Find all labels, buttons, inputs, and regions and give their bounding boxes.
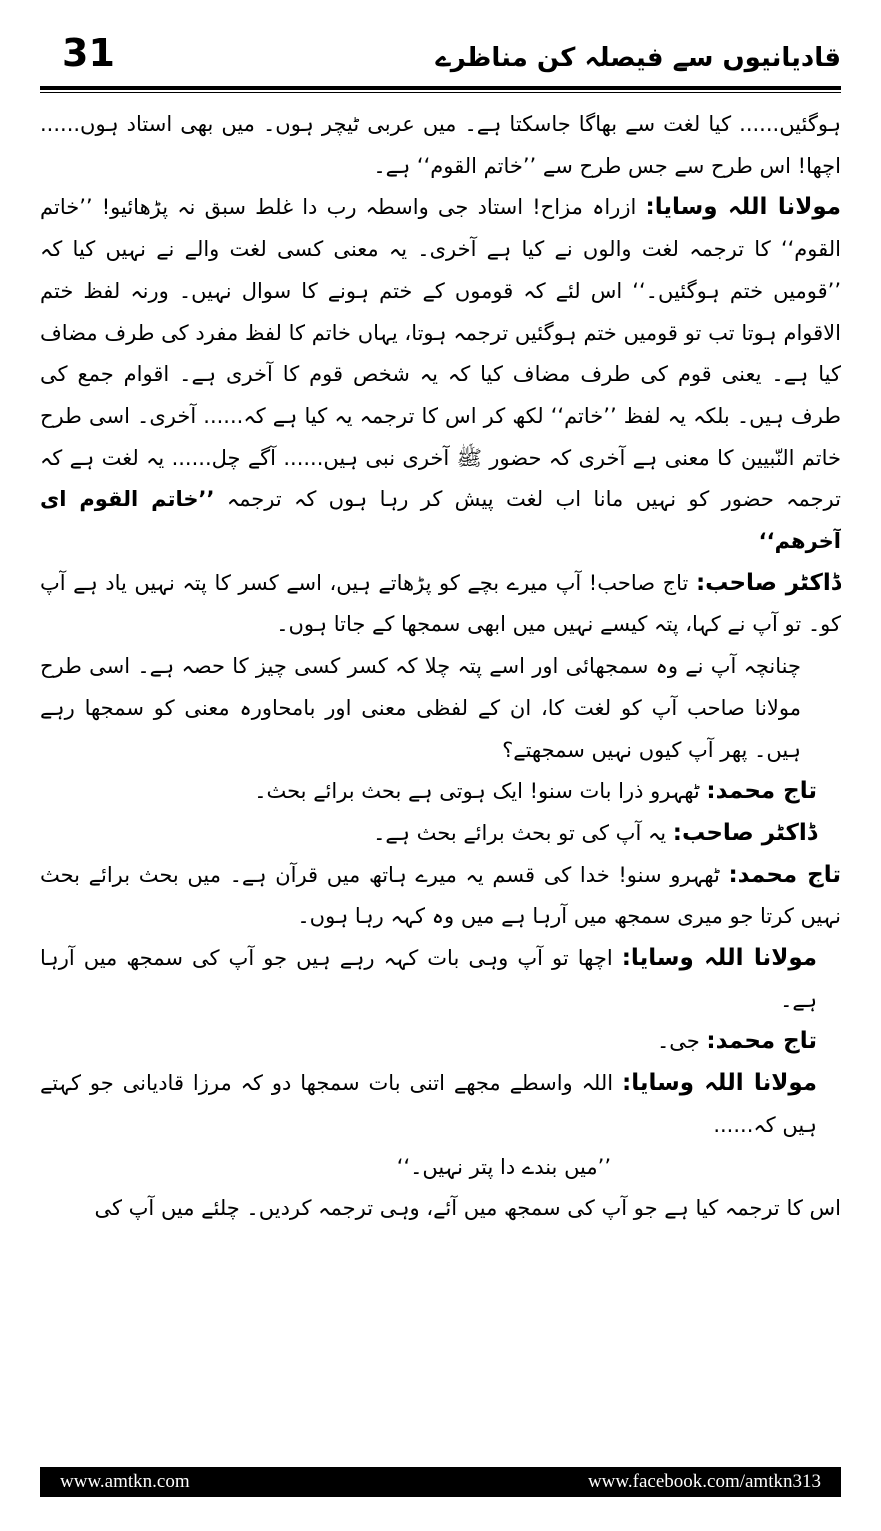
dialogue-text: ازراہ مزاح! استاد جی واسطہ رب دا غلط سبق نہ پڑھائیو! ’’خاتم القوم‘‘ کا ترجمہ لغت والوں نے کیا ہے آخری۔ یہ معنی کسی لغت والے نے نہیں کیا کہ ’’قومیں ختم ہوگئیں۔‘‘ اس لئے کہ قوموں کے ختم ہونے کا سوال نہیں۔ ورنہ لفظ ختم الاقوام ہوتا تب تو قومیں ختم ہوگئیں ترجمہ ہوتا، یہاں خاتم کا لفظ مفرد کی طرف مضاف کیا ہے۔ یعنی قوم کی طرف مضاف کیا کہ یہ شخص قوم کا آخری ہے۔ اقوام جمع کی طرف ہیں۔ بلکہ یہ لفظ ’’خاتم‘‘ لکھ کر اس کا ترجمہ یہ کیا ہے کہ...... آخری۔ اسی طرح خاتم النّبیین کا معنی ہے آخری کہ حضور ﷺ آخری نبی ہیں...... آگے چل...... یہ لغت ہے کہ ترجمہ حضور کو نہیں مانا اب لغت پیش کر رہا ہوں کہ ترجمہ xyxy=(40,195,841,512)
dialogue-text: اچھا تو آپ وہی بات کہہ رہے ہیں جو آپ کی سمجھ میں آرہا ہے۔ xyxy=(40,946,817,1012)
dialogue-text: ٹھہرو سنو! خدا کی قسم یہ میرے ہاتھ میں قرآن ہے۔ میں بحث برائے بحث نہیں کرتا جو میری سمجھ میں آرہا ہے میں وہ کہہ رہا ہوں۔ xyxy=(40,862,841,929)
page-footer xyxy=(40,1467,841,1497)
paragraph-5 xyxy=(40,771,841,813)
paragraph-8 xyxy=(40,938,841,1021)
paragraph-10 xyxy=(40,1063,841,1146)
arabic-quote: ’’خاتم القوم ای آخرھم‘‘ xyxy=(40,487,841,554)
dialogue-text: یہ آپ کی تو بحث برائے بحث ہے۔ xyxy=(373,820,667,845)
speaker-label: مولانا اللہ وسایا: xyxy=(622,1070,817,1097)
paragraph-12: اس کا ترجمہ کیا ہے جو آپ کی سمجھ میں آئے، وہی ترجمہ کردیں۔ چلئے میں آپ کی xyxy=(94,1196,841,1221)
running-title: قادیانیوں سے فیصلہ کن مناظرے xyxy=(435,43,841,73)
paragraph-7 xyxy=(40,855,841,938)
speaker-label: تاج محمد: xyxy=(728,861,841,888)
facebook-link[interactable]: www.facebook.com/amtkn313 xyxy=(587,1471,821,1492)
paragraph-1: ہوگئیں...... کیا لغت سے بھاگا جاسکتا ہے۔ میں عربی ٹیچر ہوں۔ میں بھی استاد ہوں...... اچھا! اس طرح سے جس طرح سے ’’خاتم القوم‘‘ ہے۔ xyxy=(40,112,841,178)
paragraph-4: چنانچہ آپ نے وہ سمجھائی اور اسے پتہ چلا کہ کسر کسی چیز کا حصہ ہے۔ اسی طرح مولانا صاحب آپ کو لغت کا، ان کے لفظی معنی اور بامحاورہ معنی کو سمجھا رہے ہیں۔ پھر آپ کیوں نہیں سمجھتے؟ xyxy=(40,654,801,762)
quote-line: ’’میں بندے دا پتر نہیں۔‘‘ xyxy=(396,1154,611,1179)
speaker-label: ڈاکٹر صاحب: xyxy=(672,819,817,846)
paragraph-9 xyxy=(40,1021,841,1063)
dialogue-text: اللہ واسطے مجھے اتنی بات سمجھا دو کہ مرزا قادیانی جو کہتے ہیں کہ...... xyxy=(40,1071,817,1137)
speaker-label: ڈاکٹر صاحب: xyxy=(695,569,841,596)
speaker-label: مولانا اللہ وسایا: xyxy=(621,945,817,972)
dialogue-text: تاج صاحب! آپ میرے بچے کو پڑھاتے ہیں، اسے کسر کا پتہ نہیں یاد ہے آپ کو۔ تو آپ نے کہا، پتہ کیسے نہیں میں ابھی سمجھا کے جاتا ہوں۔ xyxy=(40,570,841,637)
paragraph-3 xyxy=(40,563,841,646)
page-body xyxy=(40,104,841,1444)
header-divider xyxy=(40,86,841,93)
website-link[interactable]: www.amtkn.com xyxy=(60,1471,190,1492)
page-header xyxy=(40,22,841,82)
speaker-label: تاج محمد: xyxy=(706,778,817,805)
dialogue-text: جی۔ xyxy=(656,1029,700,1054)
speaker-label: تاج محمد: xyxy=(706,1028,817,1055)
paragraph-2 xyxy=(40,187,841,562)
speaker-label: مولانا اللہ وسایا: xyxy=(645,194,841,221)
page-number: 31 xyxy=(62,31,115,75)
dialogue-text: ٹھہرو ذرا بات سنو! ایک ہوتی ہے بحث برائے بحث۔ xyxy=(254,779,700,804)
paragraph-6 xyxy=(40,813,841,855)
